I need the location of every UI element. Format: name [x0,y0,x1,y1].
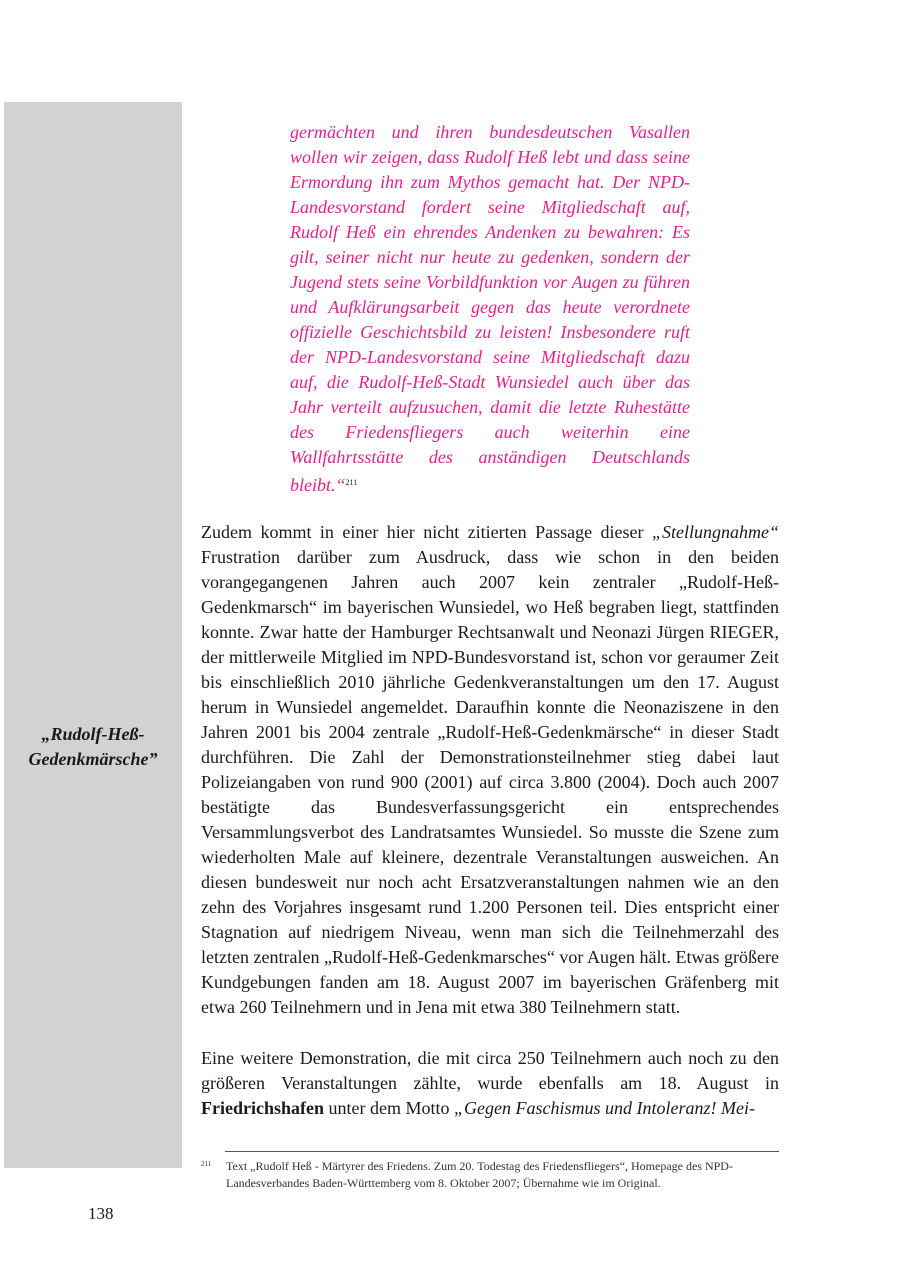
footnote-number: 211 [201,1160,212,1168]
paragraph-1-rest: Frustration darüber zum Ausdruck, dass wie schon in den beiden vorangegangenen Jahren auch 2007 kein zentraler „Rudolf-Heß-Gedenkmarsch“ im bayerischen Wunsiedel, wo Heß begraben liegt, stattfinden konnte. Zwar hatte der Hamburger Rechtsanwalt und Neonazi Jürgen RIEGER, der mittlerweile Mitglied im NPD-Bundesvorstand ist, schon vor geraumer Zeit bis einschließlich 2010 jährliche Gedenkveranstaltungen um den 17. August herum in Wunsiedel angemeldet. Daraufhin konnte die Neonaziszene in den Jahren 2001 bis 2004 zentrale „Rudolf-Heß-Gedenkmärsche“ in dieser Stadt durchführen. Die Zahl der Demonstrationsteilnehmer stieg dabei laut Polizeiangaben von rund 900 (2001) auf circa 3.800 (2004). Doch auch 2007 bestätigte das Bundesverfassungsgericht ein entsprechendes Versammlungsverbot des Landratsamtes Wunsiedel. So musste die Szene zum wiederholten Male auf kleinere, dezentrale Veranstaltungen ausweichen. An diesen bundesweit nur noch acht Ersatzveranstaltungen nahmen wie an den zehn des Vorjahres insgesamt rund 1.200 Personen teil. Dies entspricht einer Stagnation auf niedrigem Niveau, wenn man sich die Teilnehmerzahl des letzten zentralen „Rudolf-Heß-Gedenkmarsches“ vor Augen hält. Etwas größere Kundgebungen fanden am 18. August 2007 im bayerischen Gräfenberg mit etwa 260 Teilnehmern und in Jena mit etwa 380 Teilnehmern statt. [201,547,779,1017]
footnote-ref[interactable]: 211 [345,478,358,487]
margin-heading: „Rudolf-Heß-Gedenkmärsche” [28,724,158,769]
paragraph-2-lead: Eine weitere Demonstration, die mit circa 250 Teilnehmern auch noch zu den größeren Veranstaltungen zählte, wurde ebenfalls am 18. August in [201,1048,779,1093]
margin-band [4,102,182,1168]
body-paragraph-2 [201,1046,779,1121]
paragraph-1-lead: Zudem kommt in einer hier nicht zitierten Passage dieser [201,522,652,542]
footnote-text: Text „Rudolf Heß - Märtyrer des Friedens. Zum 20. Todestag des Friedensfliegers“, Homepage des NPD-Landesverbandes Baden-Württemberg vom 8. Oktober 2007; Übernahme wie im Original. [226,1159,733,1190]
footnote-divider [225,1151,779,1152]
paragraph-2-bold: Friedrichshafen [201,1098,324,1118]
paragraph-2-italic: „Gegen Faschismus und Intoleranz! Mei- [453,1098,755,1118]
paragraph-1-italic: „Stellungnahme“ [651,522,779,542]
body-paragraph-1 [201,520,779,1020]
footnote [201,1158,779,1192]
page-number: 138 [88,1204,114,1223]
paragraph-2-middle: unter dem Motto [324,1098,454,1118]
quote-block [290,120,690,498]
quote-text: germächten und ihren bundesdeutschen Vasallen wollen wir zeigen, dass Rudolf Heß lebt und dass seine Ermordung ihn zum Mythos gemacht hat. Der NPD-Landesvorstand fordert seine Mitgliedschaft auf, Rudolf Heß ein ehrendes Andenken zu bewahren: Es gilt, seiner nicht nur heute zu gedenken, sondern der Jugend stets seine Vorbildfunktion vor Augen zu führen und Aufklärungsarbeit gegen das heute verordnete offizielle Geschichtsbild zu leisten! Insbesondere ruft der NPD-Landesvorstand seine Mitgliedschaft dazu auf, die Rudolf-Heß-Stadt Wunsiedel auch über das Jahr verteilt aufzusuchen, damit die letzte Ruhestätte des Friedensfliegers auch weiterhin eine Wallfahrtsstätte des anständigen Deutschlands bleibt.“ [290,122,690,495]
